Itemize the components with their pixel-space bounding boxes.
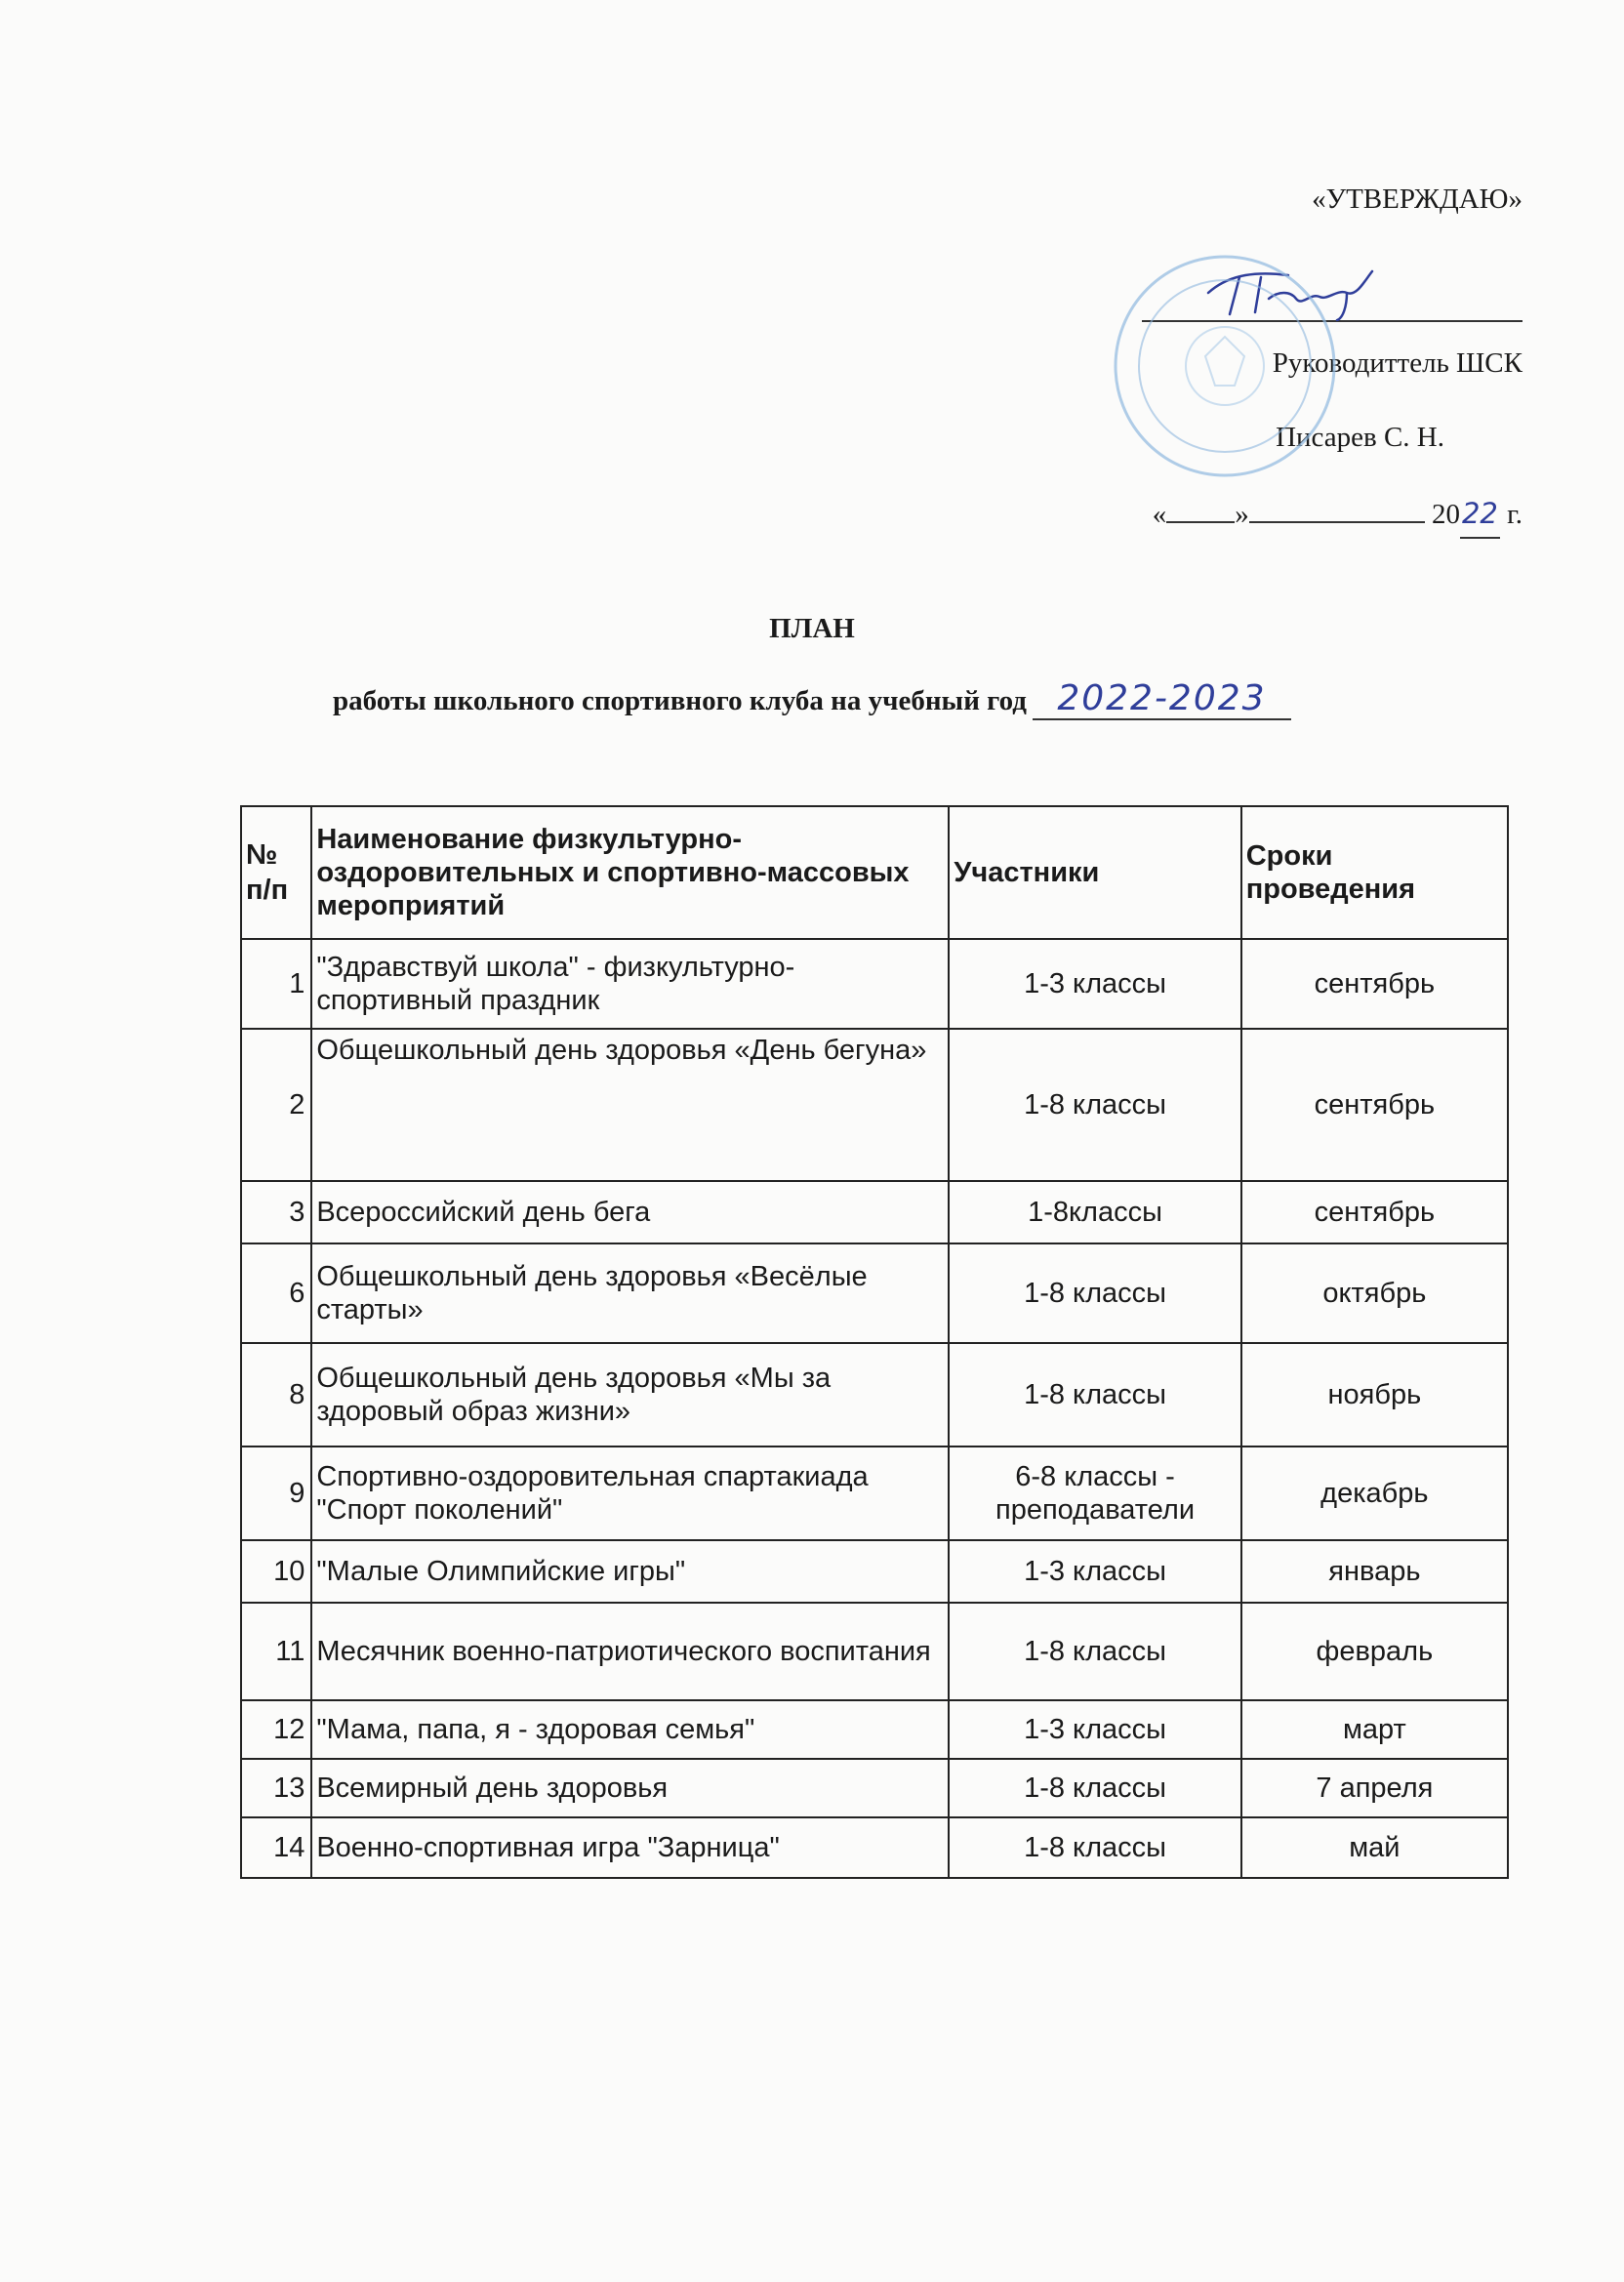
row-event-name: Всемирный день здоровья (311, 1759, 949, 1817)
row-term: сентябрь (1241, 939, 1508, 1029)
row-event-name: Общешкольный день здоровья «Весёлые старты» (311, 1243, 949, 1343)
row-event-name: Спортивно-оздоровительная спартакиада "Спорт поколений" (311, 1447, 949, 1540)
row-number: 1 (241, 939, 311, 1029)
table-row (241, 939, 1508, 1029)
document-title: ПЛАН (769, 613, 855, 644)
date-close-quote: » (1235, 499, 1249, 530)
table-row (241, 1817, 1508, 1878)
subtitle-text: работы школьного спортивного клуба на учебный год (333, 685, 1027, 716)
row-number: 3 (241, 1181, 311, 1243)
row-event-name: "Малые Олимпийские игры" (311, 1540, 949, 1603)
table-row (241, 1029, 1508, 1181)
row-term: октябрь (1241, 1243, 1508, 1343)
row-participants: 1-8 классы (949, 1243, 1240, 1343)
row-term: сентябрь (1241, 1029, 1508, 1181)
position-label: Руководиттель ШСК (1272, 347, 1522, 379)
plan-table (240, 805, 1509, 1879)
row-participants: 1-3 классы (949, 939, 1240, 1029)
row-number: 2 (241, 1029, 311, 1181)
table-row (241, 1343, 1508, 1447)
table-row (241, 1603, 1508, 1700)
row-number: 13 (241, 1759, 311, 1817)
table-row (241, 1447, 1508, 1540)
header-dates: Сроки проведения (1241, 806, 1508, 939)
row-participants: 1-8классы (949, 1181, 1240, 1243)
table-row (241, 1243, 1508, 1343)
row-event-name: "Здравствуй школа" - физкультурно-спортивный праздник (311, 939, 949, 1029)
year-suffix: г. (1507, 499, 1522, 530)
row-event-name: Военно-спортивная игра "Зарница" (311, 1817, 949, 1878)
table-row (241, 1181, 1508, 1243)
row-event-name: Месячник военно-патриотического воспитания (311, 1603, 949, 1700)
row-number: 8 (241, 1343, 311, 1447)
month-blank (1249, 494, 1425, 523)
row-number: 14 (241, 1817, 311, 1878)
row-participants: 1-8 классы (949, 1759, 1240, 1817)
row-participants: 1-8 классы (949, 1817, 1240, 1878)
row-event-name: Общешкольный день здоровья «День бегуна» (311, 1029, 949, 1181)
header-event-name: Наименование физкультурно-оздоровительных и спортивно-массовых мероприятий (311, 806, 949, 939)
table-row (241, 1540, 1508, 1603)
row-term: сентябрь (1241, 1181, 1508, 1243)
year-handwritten: 22 (1460, 490, 1500, 539)
stamp-seal (1108, 249, 1342, 483)
row-term: май (1241, 1817, 1508, 1878)
row-participants: 1-8 классы (949, 1343, 1240, 1447)
row-event-name: Общешкольный день здоровья «Мы за здоровый образ жизни» (311, 1343, 949, 1447)
row-participants: 1-3 классы (949, 1700, 1240, 1759)
approval-date (1074, 490, 1522, 537)
row-term: декабрь (1241, 1447, 1508, 1540)
row-event-name: "Мама, папа, я - здоровая семья" (311, 1700, 949, 1759)
row-participants: 1-3 классы (949, 1540, 1240, 1603)
row-number: 12 (241, 1700, 311, 1759)
row-number: 11 (241, 1603, 311, 1700)
row-number: 6 (241, 1243, 311, 1343)
row-event-name: Всероссийский день бега (311, 1181, 949, 1243)
academic-year-handwritten: 2022-2023 (1033, 678, 1291, 720)
date-open-quote: « (1152, 499, 1167, 530)
row-number: 9 (241, 1447, 311, 1540)
document-subtitle (0, 678, 1624, 720)
year-prefix: 20 (1431, 499, 1460, 530)
table-row (241, 1759, 1508, 1817)
row-participants: 1-8 классы (949, 1029, 1240, 1181)
row-participants: 6-8 классы - преподаватели (949, 1447, 1240, 1540)
table-row (241, 1700, 1508, 1759)
approver-name: Писарев С. Н. (1276, 422, 1444, 453)
row-number: 10 (241, 1540, 311, 1603)
header-number: № п/п (241, 806, 311, 939)
row-term: март (1241, 1700, 1508, 1759)
row-term: ноябрь (1241, 1343, 1508, 1447)
approval-title: «УТВЕРЖДАЮ» (1312, 183, 1522, 215)
row-term: 7 апреля (1241, 1759, 1508, 1817)
day-blank (1166, 494, 1235, 523)
row-term: январь (1241, 1540, 1508, 1603)
row-term: февраль (1241, 1603, 1508, 1700)
header-participants: Участники (949, 806, 1240, 939)
row-participants: 1-8 классы (949, 1603, 1240, 1700)
table-header-row (241, 806, 1508, 939)
